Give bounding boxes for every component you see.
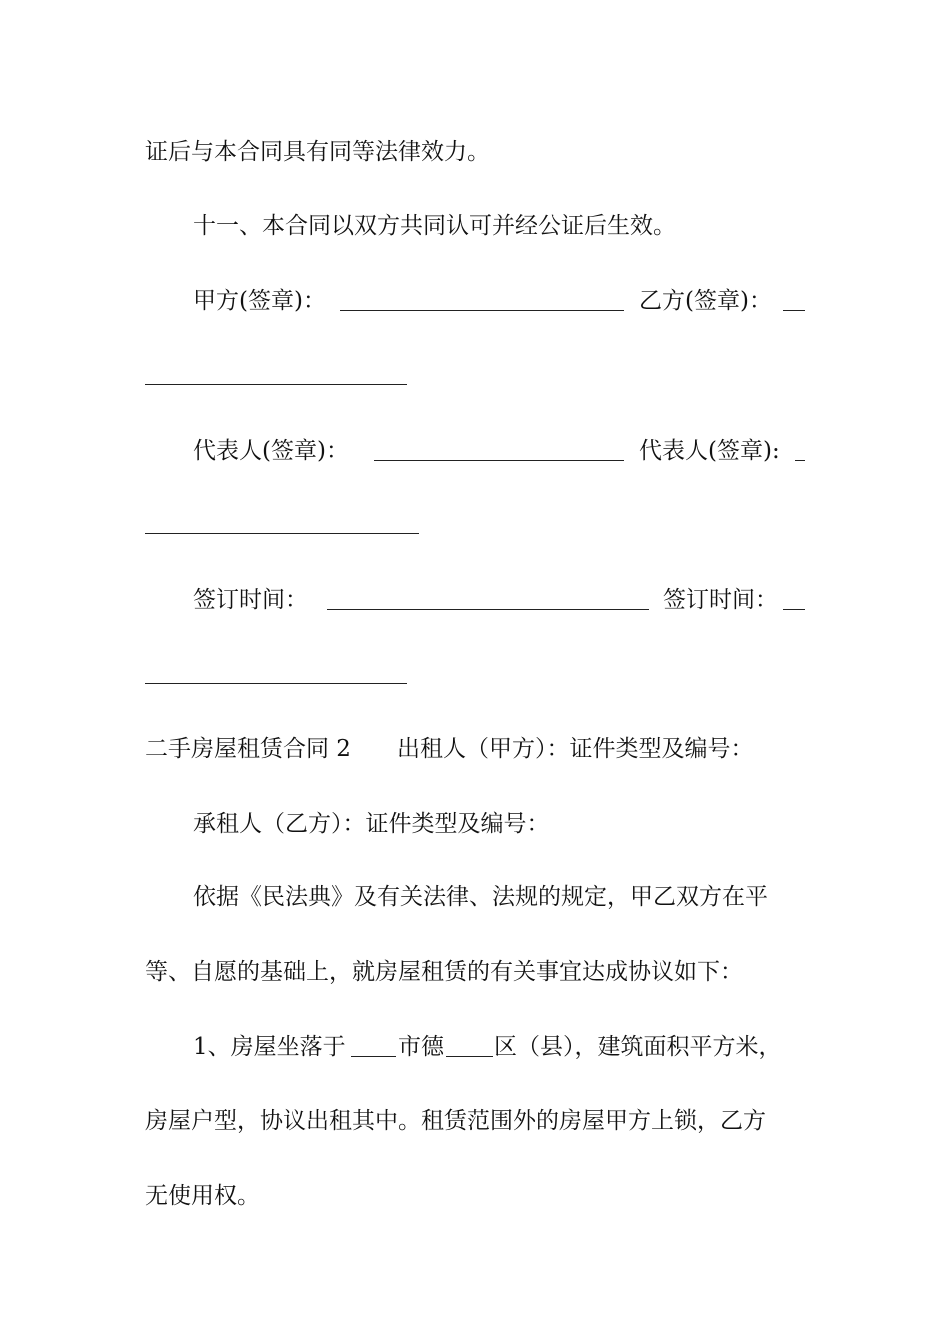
representative-b-blank-start (795, 460, 805, 461)
clause-11: 十一、本合同以双方共同认可并经公证后生效。 (193, 213, 676, 239)
clause-1-line-3: 无使用权。 (145, 1183, 260, 1209)
signing-date-a-blank (327, 609, 649, 610)
district-blank (446, 1056, 493, 1057)
representative-b-blank (145, 533, 419, 534)
party-a-signature-blank (340, 310, 624, 311)
party-b-signature-blank-start (783, 310, 805, 311)
city-blank (351, 1056, 396, 1057)
signing-date-b-label: 签订时间： (663, 587, 778, 613)
signing-date-b-blank (145, 683, 407, 684)
clause-1-line-2: 房屋户型，协议出租其中。租赁范围外的房屋甲方上锁，乙方 (145, 1108, 766, 1134)
basis-paragraph-line-2: 等、自愿的基础上，就房屋租赁的有关事宜达成协议如下： (145, 959, 743, 985)
party-a-signature-label: 甲方(签章)： (193, 288, 326, 314)
signing-date-b-blank-start (783, 609, 805, 610)
clause-1-part-a: 1、房屋坐落于 (193, 1034, 346, 1060)
representative-b-label: 代表人(签章): (639, 438, 780, 464)
text-line: 证后与本合同具有同等法律效力。 (145, 139, 490, 165)
party-b-signature-label: 乙方(签章)： (639, 288, 772, 314)
clause-1-part-b: 市德 (398, 1034, 444, 1060)
representative-a-label: 代表人(签章)： (193, 438, 349, 464)
party-b-signature-blank (145, 384, 407, 385)
signing-date-a-label: 签订时间： (193, 587, 308, 613)
representative-a-blank (374, 460, 624, 461)
clause-1-part-c: 区（县），建筑面积平方米， (494, 1034, 782, 1060)
basis-paragraph-line-1: 依据《民法典》及有关法律、法规的规定，甲乙双方在平 (193, 884, 768, 910)
contract-2-heading: 二手房屋租赁合同 2 出租人（甲方）：证件类型及编号： (145, 736, 754, 762)
tenant-line: 承租人（乙方）：证件类型及编号： (193, 811, 550, 837)
